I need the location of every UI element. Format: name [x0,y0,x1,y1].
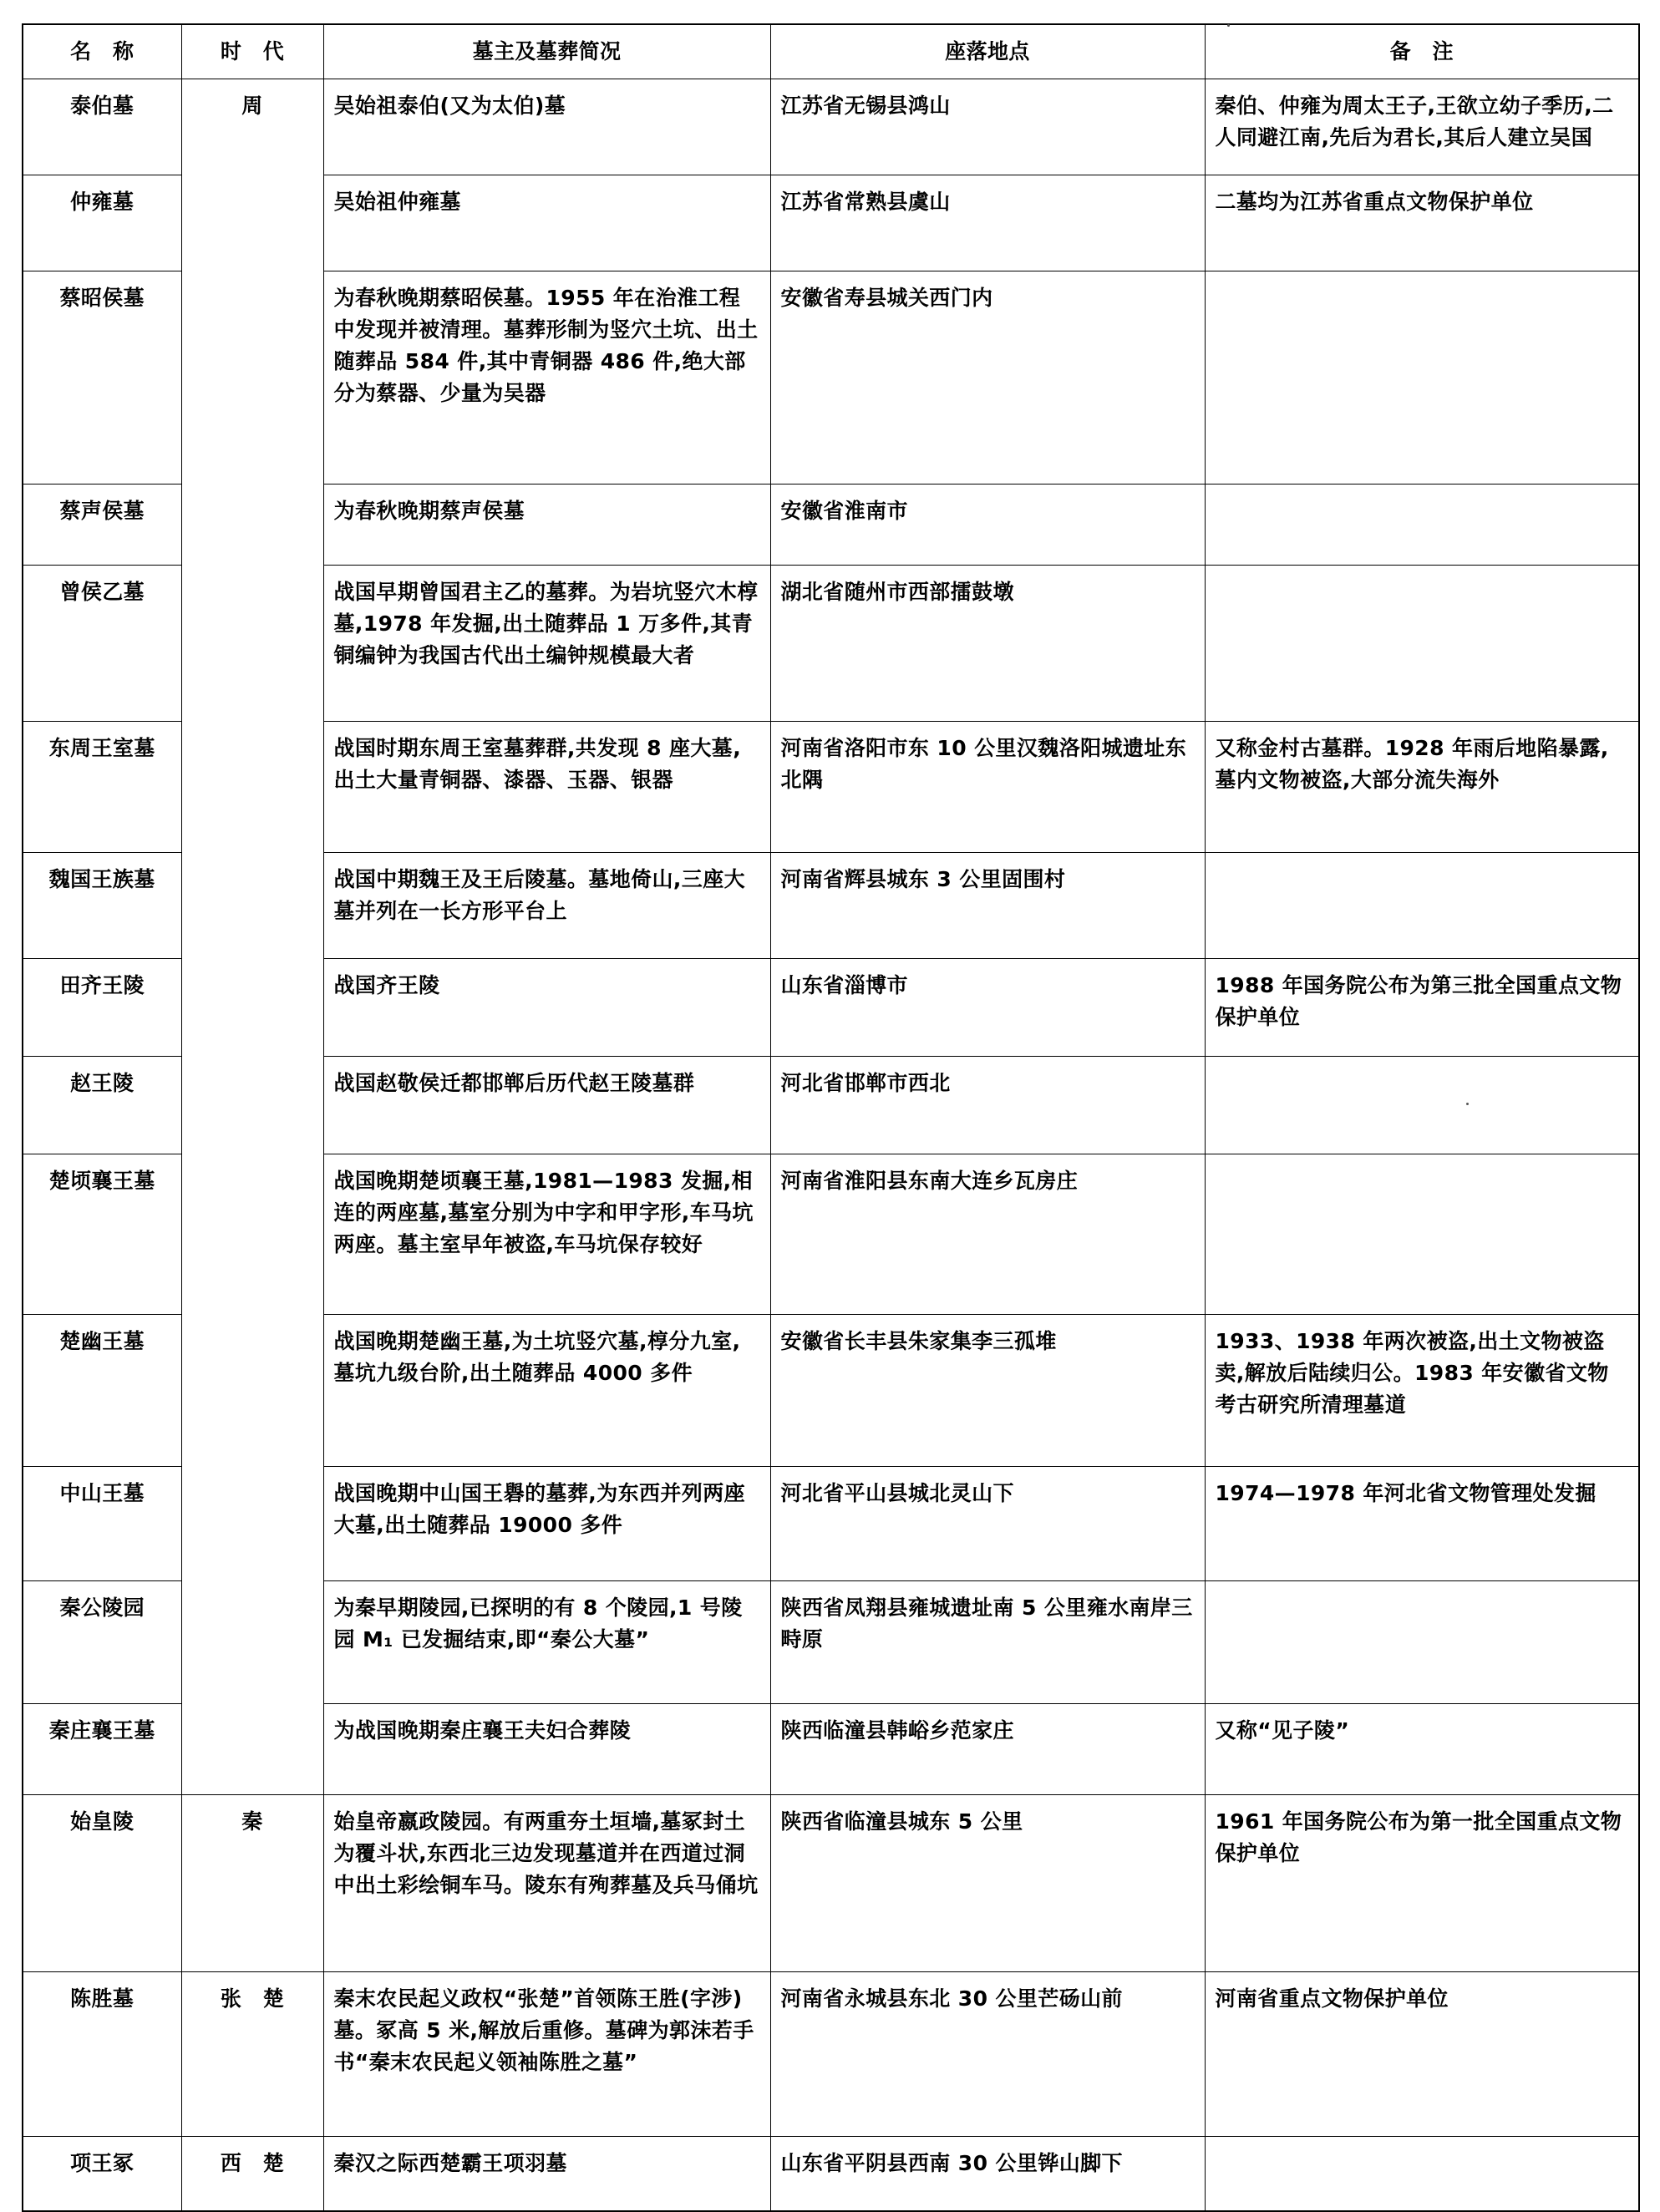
cell-name: 东周王室墓 [23,722,181,853]
cell-note [1205,853,1639,959]
cell-location: 河北省邯郸市西北 [770,1057,1205,1154]
cell-description: 吴始祖泰伯(又为太伯)墓 [323,79,770,175]
cell-location: 安徽省淮南市 [770,485,1205,566]
table-row [23,79,1639,175]
cell-name: 魏国王族墓 [23,853,181,959]
cell-location: 湖北省随州市西部擂鼓墩 [770,566,1205,722]
cell-description: 战国晚期楚顷襄王墓,1981—1983 发掘,相连的两座墓,墓室分别为中字和甲字形,车马坑两座。墓主室早年被盗,车马坑保存较好 [323,1154,770,1315]
cell-description: 战国晚期中山国王礜的墓葬,为东西并列两座大墓,出土随葬品 19000 多件 [323,1467,770,1581]
cell-note: 河南省重点文物保护单位 [1205,1972,1639,2137]
tomb-table [22,23,1640,2212]
cell-name: 仲雍墓 [23,175,181,271]
cell-note [1205,485,1639,566]
cell-description: 战国赵敬侯迁都邯郸后历代赵王陵墓群 [323,1057,770,1154]
cell-location: 安徽省长丰县朱家集李三孤堆 [770,1315,1205,1467]
cell-note: 1961 年国务院公布为第一批全国重点文物保护单位 [1205,1795,1639,1972]
cell-location: 河南省辉县城东 3 公里固围村 [770,853,1205,959]
column-header-name: 名 称 [23,24,181,79]
cell-note: 秦伯、仲雍为周太王子,王欲立幼子季历,二人同避江南,先后为君长,其后人建立吴国 [1205,79,1639,175]
cell-location: 山东省平阴县西南 30 公里铧山脚下 [770,2137,1205,2212]
cell-name: 赵王陵 [23,1057,181,1154]
cell-location: 山东省淄博市 [770,959,1205,1057]
cell-description: 秦汉之际西楚霸王项羽墓 [323,2137,770,2212]
cell-note: 又称金村古墓群。1928 年雨后地陷暴露,墓内文物被盗,大部分流失海外 [1205,722,1639,853]
cell-name: 始皇陵 [23,1795,181,1972]
cell-note: 二墓均为江苏省重点文物保护单位 [1205,175,1639,271]
cell-note [1205,1154,1639,1315]
ink-speck [1227,24,1230,27]
cell-name: 田齐王陵 [23,959,181,1057]
cell-description: 为秦早期陵园,已探明的有 8 个陵园,1 号陵园 M₁ 已发掘结束,即“秦公大墓” [323,1581,770,1704]
table-row [23,1795,1639,1972]
cell-name: 陈胜墓 [23,1972,181,2137]
cell-location: 安徽省寿县城关西门内 [770,271,1205,485]
cell-description: 战国时期东周王室墓葬群,共发现 8 座大墓,出土大量青铜器、漆器、玉器、银器 [323,722,770,853]
cell-location: 河南省永城县东北 30 公里芒砀山前 [770,1972,1205,2137]
table-row [23,2137,1639,2212]
cell-note [1205,1057,1639,1154]
cell-era: 西 楚 [181,2137,323,2212]
column-header-notes [1205,24,1639,79]
cell-name: 中山王墓 [23,1467,181,1581]
cell-location: 河南省淮阳县东南大连乡瓦房庄 [770,1154,1205,1315]
table-header-row [23,24,1639,79]
cell-name: 秦庄襄王墓 [23,1704,181,1795]
cell-note: 1933、1938 年两次被盗,出土文物被盗卖,解放后陆续归公。1983 年安徽省文物考古研究所清理墓道 [1205,1315,1639,1467]
cell-location: 陕西临潼县韩峪乡范家庄 [770,1704,1205,1795]
cell-location: 陕西省凤翔县雍城遗址南 5 公里雍水南岸三畤原 [770,1581,1205,1704]
column-header-notes-label: 备 注 [1389,39,1454,63]
cell-note: 又称“见子陵” [1205,1704,1639,1795]
cell-description: 为春秋晚期蔡声侯墓 [323,485,770,566]
table-row [23,1972,1639,2137]
cell-location: 河南省洛阳市东 10 公里汉魏洛阳城遗址东北隅 [770,722,1205,853]
cell-location: 河北省平山县城北灵山下 [770,1467,1205,1581]
cell-name: 楚顷襄王墓 [23,1154,181,1315]
table-body [23,79,1639,2212]
cell-note [1205,2137,1639,2212]
cell-description: 战国早期曾国君主乙的墓葬。为岩坑竖穴木椁墓,1978 年发掘,出土随葬品 1 万多件,其青铜编钟为我国古代出土编钟规模最大者 [323,566,770,722]
cell-location: 江苏省无锡县鸿山 [770,79,1205,175]
cell-name: 楚幽王墓 [23,1315,181,1467]
cell-name: 曾侯乙墓 [23,566,181,722]
cell-note: 1988 年国务院公布为第三批全国重点文物保护单位 [1205,959,1639,1057]
column-header-location: 座落地点 [770,24,1205,79]
column-header-description: 墓主及墓葬简况 [323,24,770,79]
cell-note [1205,271,1639,485]
cell-name: 蔡声侯墓 [23,485,181,566]
cell-description: 为战国晚期秦庄襄王夫妇合葬陵 [323,1704,770,1795]
cell-era: 张 楚 [181,1972,323,2137]
cell-description: 秦末农民起义政权“张楚”首领陈王胜(字涉)墓。冢高 5 米,解放后重修。墓碑为郭沫若手书“秦末农民起义领袖陈胜之墓” [323,1972,770,2137]
cell-name: 泰伯墓 [23,79,181,175]
ink-speck [1466,1103,1469,1105]
cell-description: 吴始祖仲雍墓 [323,175,770,271]
cell-name: 秦公陵园 [23,1581,181,1704]
cell-note [1205,566,1639,722]
cell-name: 项王冢 [23,2137,181,2212]
cell-era: 秦 [181,1795,323,1972]
cell-note [1205,1581,1639,1704]
cell-era: 周 [181,79,323,1795]
cell-name: 蔡昭侯墓 [23,271,181,485]
cell-description: 战国晚期楚幽王墓,为土坑竖穴墓,椁分九室,墓坑九级台阶,出土随葬品 4000 多件 [323,1315,770,1467]
cell-description: 为春秋晚期蔡昭侯墓。1955 年在治淮工程中发现并被清理。墓葬形制为竖穴土坑、出土随葬品 584 件,其中青铜器 486 件,绝大部分为蔡器、少量为吴器 [323,271,770,485]
cell-location: 江苏省常熟县虞山 [770,175,1205,271]
cell-location: 陕西省临潼县城东 5 公里 [770,1795,1205,1972]
cell-description: 始皇帝嬴政陵园。有两重夯土垣墙,墓冢封土为覆斗状,东西北三边发现墓道并在西道过洞中出土彩绘铜车马。陵东有殉葬墓及兵马俑坑 [323,1795,770,1972]
cell-description: 战国中期魏王及王后陵墓。墓地倚山,三座大墓并列在一长方形平台上 [323,853,770,959]
cell-description: 战国齐王陵 [323,959,770,1057]
cell-note: 1974—1978 年河北省文物管理处发掘 [1205,1467,1639,1581]
column-header-era: 时 代 [181,24,323,79]
table-header [23,24,1639,79]
